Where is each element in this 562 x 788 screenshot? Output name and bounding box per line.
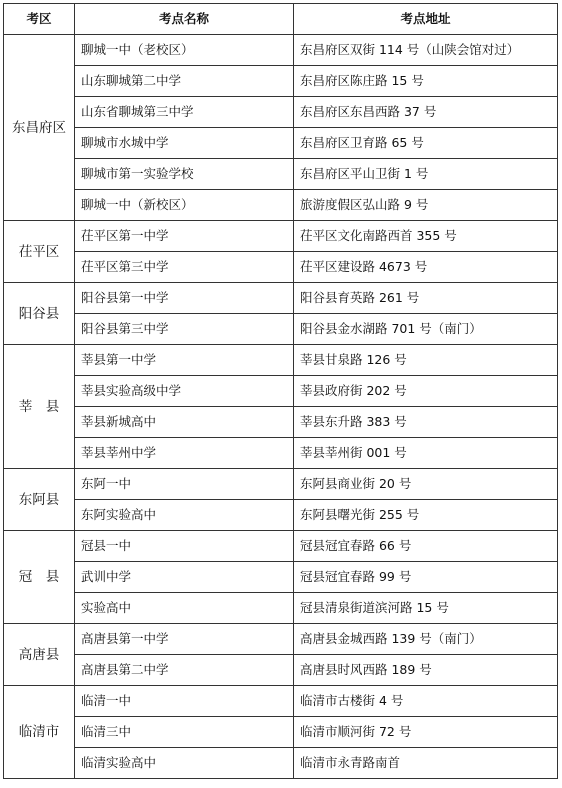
site-address-cell: 临清市顺河街 72 号 [294, 717, 558, 748]
table-row [4, 717, 558, 748]
site-name-cell: 临清一中 [75, 686, 294, 717]
table-row [4, 314, 558, 345]
site-name-cell: 莘县第一中学 [75, 345, 294, 376]
table-row [4, 438, 558, 469]
table-row [4, 469, 558, 500]
site-name-cell: 莘县莘州中学 [75, 438, 294, 469]
table-row [4, 624, 558, 655]
site-name-cell: 聊城一中（老校区） [75, 35, 294, 66]
table-row [4, 128, 558, 159]
site-address-cell: 高唐县时风西路 189 号 [294, 655, 558, 686]
site-address-cell: 冠县冠宜春路 66 号 [294, 531, 558, 562]
table-row [4, 593, 558, 624]
site-name-cell: 高唐县第一中学 [75, 624, 294, 655]
district-cell: 冠 县 [4, 531, 75, 624]
exam-site-table [3, 3, 558, 779]
site-address-cell: 东阿县曙光街 255 号 [294, 500, 558, 531]
site-name-cell: 临清实验高中 [75, 748, 294, 779]
header-district: 考区 [4, 4, 75, 35]
site-name-cell: 山东省聊城第三中学 [75, 97, 294, 128]
site-address-cell: 东阿县商业街 20 号 [294, 469, 558, 500]
site-address-cell: 莘县莘州街 001 号 [294, 438, 558, 469]
site-name-cell: 高唐县第二中学 [75, 655, 294, 686]
site-name-cell: 阳谷县第三中学 [75, 314, 294, 345]
site-name-cell: 山东聊城第二中学 [75, 66, 294, 97]
site-name-cell: 阳谷县第一中学 [75, 283, 294, 314]
table-row [4, 531, 558, 562]
table-row [4, 748, 558, 779]
district-cell: 临清市 [4, 686, 75, 779]
site-address-cell: 东昌府区卫育路 65 号 [294, 128, 558, 159]
site-address-cell: 临清市永青路南首 [294, 748, 558, 779]
district-cell: 东阿县 [4, 469, 75, 531]
site-name-cell: 冠县一中 [75, 531, 294, 562]
site-address-cell: 阳谷县金水湖路 701 号（南门） [294, 314, 558, 345]
table-row [4, 159, 558, 190]
site-name-cell: 临清三中 [75, 717, 294, 748]
table-row [4, 66, 558, 97]
table-row [4, 221, 558, 252]
site-name-cell: 聊城一中（新校区） [75, 190, 294, 221]
site-address-cell: 莘县甘泉路 126 号 [294, 345, 558, 376]
table-body [4, 35, 558, 779]
site-address-cell: 东昌府区陈庄路 15 号 [294, 66, 558, 97]
site-name-cell: 实验高中 [75, 593, 294, 624]
site-name-cell: 武训中学 [75, 562, 294, 593]
header-row [4, 4, 558, 35]
district-cell: 阳谷县 [4, 283, 75, 345]
site-name-cell: 聊城市第一实验学校 [75, 159, 294, 190]
district-cell: 莘 县 [4, 345, 75, 469]
table-row [4, 283, 558, 314]
site-address-cell: 东昌府区平山卫街 1 号 [294, 159, 558, 190]
header-site-name: 考点名称 [75, 4, 294, 35]
district-cell: 东昌府区 [4, 35, 75, 221]
site-name-cell: 东阿实验高中 [75, 500, 294, 531]
site-name-cell: 聊城市水城中学 [75, 128, 294, 159]
site-address-cell: 东昌府区东昌西路 37 号 [294, 97, 558, 128]
district-cell: 高唐县 [4, 624, 75, 686]
site-name-cell: 莘县新城高中 [75, 407, 294, 438]
table-row [4, 190, 558, 221]
site-address-cell: 阳谷县育英路 261 号 [294, 283, 558, 314]
site-address-cell: 茌平区文化南路西首 355 号 [294, 221, 558, 252]
site-address-cell: 临清市古楼街 4 号 [294, 686, 558, 717]
table-row [4, 655, 558, 686]
table-row [4, 686, 558, 717]
site-address-cell: 冠县清泉街道滨河路 15 号 [294, 593, 558, 624]
table-row [4, 252, 558, 283]
site-address-cell: 旅游度假区弘山路 9 号 [294, 190, 558, 221]
table-row [4, 407, 558, 438]
site-address-cell: 茌平区建设路 4673 号 [294, 252, 558, 283]
site-address-cell: 冠县冠宜春路 99 号 [294, 562, 558, 593]
table-row [4, 97, 558, 128]
site-name-cell: 茌平区第一中学 [75, 221, 294, 252]
site-address-cell: 东昌府区双街 114 号（山陕会馆对过） [294, 35, 558, 66]
site-address-cell: 莘县东升路 383 号 [294, 407, 558, 438]
table-row [4, 345, 558, 376]
table-row [4, 562, 558, 593]
district-cell: 茌平区 [4, 221, 75, 283]
table-row [4, 500, 558, 531]
site-name-cell: 莘县实验高级中学 [75, 376, 294, 407]
site-name-cell: 茌平区第三中学 [75, 252, 294, 283]
site-address-cell: 高唐县金城西路 139 号（南门） [294, 624, 558, 655]
table-row [4, 35, 558, 66]
header-site-address: 考点地址 [294, 4, 558, 35]
table-row [4, 376, 558, 407]
site-address-cell: 莘县政府街 202 号 [294, 376, 558, 407]
site-name-cell: 东阿一中 [75, 469, 294, 500]
